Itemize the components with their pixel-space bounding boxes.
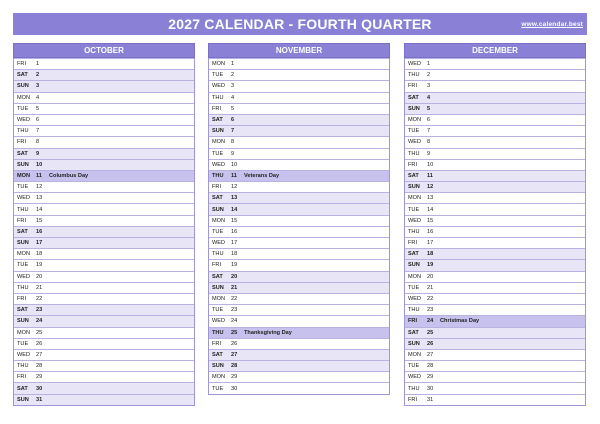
day-of-week: TUE (17, 184, 29, 191)
day-number: 20 (427, 273, 434, 280)
day-number: 29 (427, 374, 434, 381)
day-number: 24 (231, 318, 238, 325)
day-row (14, 136, 194, 147)
day-row (209, 148, 389, 159)
day-of-week: SUN (17, 396, 29, 403)
holiday-row (209, 170, 389, 181)
day-row (14, 69, 194, 80)
day-row (405, 69, 585, 80)
day-of-week: THU (408, 72, 420, 79)
day-number: 5 (231, 105, 235, 112)
day-number: 18 (231, 251, 238, 258)
day-number: 23 (231, 307, 238, 314)
day-of-week: MON (408, 195, 422, 202)
day-of-week: TUE (212, 307, 224, 314)
day-row (405, 259, 585, 270)
day-number: 22 (427, 296, 434, 303)
day-row (209, 304, 389, 315)
day-of-week: TUE (408, 284, 420, 291)
holiday-label: Columbus Day (49, 172, 89, 179)
day-row (209, 159, 389, 170)
day-row (405, 237, 585, 248)
day-number: 12 (427, 184, 434, 191)
day-number: 13 (36, 195, 43, 202)
day-number: 9 (427, 150, 431, 157)
day-of-week: FRI (17, 139, 27, 146)
day-number: 19 (231, 262, 238, 269)
day-row (14, 327, 194, 338)
day-row (14, 226, 194, 237)
day-of-week: WED (212, 240, 226, 247)
day-number: 18 (427, 251, 434, 258)
day-row (405, 203, 585, 214)
day-row (14, 159, 194, 170)
day-number: 3 (36, 83, 40, 90)
day-number: 2 (36, 72, 40, 79)
day-row (14, 338, 194, 349)
day-row (14, 103, 194, 114)
day-row (14, 304, 194, 315)
day-number: 31 (36, 396, 43, 403)
day-of-week: THU (17, 363, 29, 370)
day-row (14, 125, 194, 136)
day-row (209, 293, 389, 304)
day-row (14, 192, 194, 203)
day-of-week: SUN (408, 184, 420, 191)
day-row (209, 58, 389, 69)
day-number: 14 (36, 206, 43, 213)
day-number: 12 (231, 184, 238, 191)
day-list (404, 58, 586, 406)
day-number: 12 (36, 184, 43, 191)
day-of-week: SUN (408, 262, 420, 269)
day-of-week: THU (17, 206, 29, 213)
day-number: 20 (231, 273, 238, 280)
day-number: 4 (36, 94, 40, 101)
day-number: 6 (231, 117, 235, 124)
day-of-week: SUN (17, 240, 29, 247)
day-row (405, 159, 585, 170)
day-number: 21 (36, 284, 43, 291)
day-number: 1 (427, 61, 431, 68)
calendar-title: 2027 CALENDAR - FOURTH QUARTER (168, 16, 432, 32)
day-number: 23 (36, 307, 43, 314)
day-number: 7 (231, 128, 235, 135)
day-number: 19 (427, 262, 434, 269)
day-of-week: TUE (212, 228, 224, 235)
day-number: 31 (427, 396, 434, 403)
day-of-week: WED (212, 318, 226, 325)
day-of-week: SAT (17, 307, 28, 314)
day-row (209, 203, 389, 214)
day-number: 30 (36, 385, 43, 392)
day-of-week: THU (17, 284, 29, 291)
day-list (13, 58, 195, 406)
day-number: 10 (427, 161, 434, 168)
day-of-week: WED (212, 161, 226, 168)
day-number: 8 (36, 139, 40, 146)
day-number: 26 (427, 340, 434, 347)
day-of-week: FRI (212, 184, 222, 191)
day-row (209, 315, 389, 326)
day-of-week: WED (408, 61, 422, 68)
day-row (209, 371, 389, 382)
day-of-week: SAT (212, 117, 223, 124)
day-row (405, 226, 585, 237)
day-number: 16 (231, 228, 238, 235)
day-of-week: THU (408, 385, 420, 392)
day-of-week: SAT (408, 172, 419, 179)
day-number: 16 (36, 228, 43, 235)
day-of-week: MON (17, 329, 31, 336)
day-number: 9 (36, 150, 40, 157)
day-row (405, 282, 585, 293)
day-of-week: FRI (408, 318, 418, 325)
day-row (405, 136, 585, 147)
day-row (209, 259, 389, 270)
day-of-week: SAT (408, 94, 419, 101)
day-list (208, 58, 390, 395)
day-number: 2 (427, 72, 431, 79)
holiday-row (405, 315, 585, 326)
day-number: 22 (36, 296, 43, 303)
day-of-week: MON (17, 251, 31, 258)
day-row (14, 92, 194, 103)
day-number: 16 (427, 228, 434, 235)
day-number: 15 (36, 217, 43, 224)
day-row (209, 338, 389, 349)
day-number: 11 (231, 172, 237, 179)
day-of-week: WED (408, 296, 422, 303)
day-number: 1 (36, 61, 40, 68)
day-row (209, 282, 389, 293)
day-number: 26 (231, 340, 238, 347)
day-number: 13 (427, 195, 434, 202)
day-of-week: SAT (17, 228, 28, 235)
day-number: 25 (36, 329, 43, 336)
day-of-week: THU (408, 150, 420, 157)
day-row (14, 203, 194, 214)
month-october (13, 43, 195, 406)
day-number: 10 (36, 161, 43, 168)
month-header: NOVEMBER (208, 43, 390, 58)
day-of-week: TUE (17, 340, 29, 347)
day-of-week: FRI (408, 83, 418, 90)
calendar-title-bar (13, 13, 587, 35)
day-of-week: SUN (17, 318, 29, 325)
day-row (405, 349, 585, 360)
day-row (14, 293, 194, 304)
day-row (209, 136, 389, 147)
day-row (405, 382, 585, 393)
holiday-row (209, 327, 389, 338)
day-of-week: MON (212, 296, 226, 303)
day-number: 29 (231, 374, 238, 381)
day-of-week: SAT (408, 329, 419, 336)
day-number: 28 (231, 363, 238, 370)
holiday-label: Thanksgiving Day (244, 329, 292, 336)
day-number: 6 (427, 117, 431, 124)
day-number: 25 (427, 329, 434, 336)
day-of-week: MON (17, 94, 31, 101)
day-row (14, 181, 194, 192)
day-row (14, 58, 194, 69)
day-number: 8 (231, 139, 235, 146)
day-number: 17 (36, 240, 43, 247)
day-of-week: FRI (17, 61, 27, 68)
day-row (14, 360, 194, 371)
day-row (405, 271, 585, 282)
day-of-week: WED (408, 139, 422, 146)
month-header: OCTOBER (13, 43, 195, 58)
day-row (14, 215, 194, 226)
day-number: 18 (36, 251, 43, 258)
day-row (405, 181, 585, 192)
day-of-week: MON (212, 374, 226, 381)
month-december (404, 43, 586, 406)
day-of-week: SUN (212, 128, 224, 135)
day-of-week: SAT (17, 72, 28, 79)
day-row (209, 349, 389, 360)
site-link[interactable]: www.calendar.best (521, 21, 583, 28)
day-number: 11 (36, 172, 42, 179)
day-number: 23 (427, 307, 434, 314)
day-row (209, 114, 389, 125)
day-row (405, 103, 585, 114)
day-of-week: TUE (408, 363, 420, 370)
day-row (209, 92, 389, 103)
day-of-week: MON (212, 61, 226, 68)
day-row (405, 80, 585, 91)
day-of-week: TUE (408, 206, 420, 213)
day-row (405, 394, 585, 405)
day-row (209, 360, 389, 371)
day-number: 7 (36, 128, 40, 135)
day-of-week: THU (408, 307, 420, 314)
day-of-week: MON (408, 351, 422, 358)
day-of-week: THU (17, 128, 29, 135)
day-of-week: WED (212, 83, 226, 90)
day-number: 4 (427, 94, 431, 101)
day-row (405, 92, 585, 103)
day-of-week: SAT (212, 273, 223, 280)
day-number: 30 (427, 385, 434, 392)
day-number: 7 (427, 128, 431, 135)
day-row (405, 114, 585, 125)
month-header: DECEMBER (404, 43, 586, 58)
day-row (405, 148, 585, 159)
day-of-week: SUN (212, 206, 224, 213)
day-row (209, 192, 389, 203)
day-number: 27 (36, 351, 43, 358)
day-row (14, 148, 194, 159)
day-number: 3 (231, 83, 235, 90)
day-number: 25 (231, 329, 238, 336)
day-of-week: MON (408, 117, 422, 124)
day-of-week: SAT (17, 385, 28, 392)
day-of-week: WED (408, 217, 422, 224)
day-row (209, 69, 389, 80)
day-of-week: WED (17, 273, 31, 280)
day-row (405, 360, 585, 371)
day-row (209, 125, 389, 136)
day-row (405, 192, 585, 203)
day-number: 11 (427, 172, 433, 179)
day-of-week: MON (408, 273, 422, 280)
day-of-week: TUE (17, 262, 29, 269)
day-number: 24 (427, 318, 434, 325)
day-row (14, 80, 194, 91)
day-of-week: SUN (212, 363, 224, 370)
day-number: 17 (427, 240, 434, 247)
day-row (14, 349, 194, 360)
day-of-week: MON (212, 217, 226, 224)
day-of-week: SAT (17, 150, 28, 157)
day-number: 14 (427, 206, 434, 213)
day-of-week: FRI (212, 340, 222, 347)
day-of-week: SAT (212, 351, 223, 358)
day-of-week: THU (212, 329, 224, 336)
day-row (14, 315, 194, 326)
day-row (14, 259, 194, 270)
day-number: 21 (427, 284, 434, 291)
day-of-week: FRI (408, 240, 418, 247)
day-of-week: SUN (408, 105, 420, 112)
day-number: 28 (36, 363, 43, 370)
day-number: 29 (36, 374, 43, 381)
day-of-week: SUN (408, 340, 420, 347)
day-of-week: TUE (212, 150, 224, 157)
day-row (14, 114, 194, 125)
day-number: 21 (231, 284, 238, 291)
day-row (14, 382, 194, 393)
day-number: 13 (231, 195, 238, 202)
day-of-week: WED (17, 117, 31, 124)
day-number: 24 (36, 318, 43, 325)
day-of-week: WED (408, 374, 422, 381)
day-row (14, 394, 194, 405)
day-row (209, 248, 389, 259)
day-of-week: SUN (17, 83, 29, 90)
day-row (14, 371, 194, 382)
day-of-week: THU (212, 94, 224, 101)
day-of-week: MON (17, 172, 31, 179)
day-of-week: FRI (17, 217, 27, 224)
day-row (209, 226, 389, 237)
day-row (405, 248, 585, 259)
day-of-week: MON (212, 139, 226, 146)
holiday-label: Christmas Day (440, 318, 480, 325)
day-row (405, 170, 585, 181)
day-row (14, 271, 194, 282)
day-number: 27 (427, 351, 434, 358)
day-row (405, 338, 585, 349)
day-of-week: SUN (212, 284, 224, 291)
day-row (405, 215, 585, 226)
day-of-week: THU (212, 172, 224, 179)
day-row (209, 382, 389, 393)
day-number: 8 (427, 139, 431, 146)
day-number: 9 (231, 150, 235, 157)
day-of-week: THU (408, 228, 420, 235)
day-of-week: SAT (408, 251, 419, 258)
day-of-week: SAT (212, 195, 223, 202)
day-row (14, 282, 194, 293)
day-of-week: FRI (212, 105, 222, 112)
day-of-week: TUE (17, 105, 29, 112)
day-number: 4 (231, 94, 235, 101)
day-number: 27 (231, 351, 238, 358)
month-november (208, 43, 390, 395)
day-row (405, 327, 585, 338)
day-of-week: FRI (408, 396, 418, 403)
holiday-row (14, 170, 194, 181)
day-of-week: FRI (212, 262, 222, 269)
day-number: 22 (231, 296, 238, 303)
day-row (209, 181, 389, 192)
day-number: 28 (427, 363, 434, 370)
day-number: 19 (36, 262, 43, 269)
day-row (14, 237, 194, 248)
day-row (405, 125, 585, 136)
day-number: 1 (231, 61, 235, 68)
day-of-week: WED (17, 351, 31, 358)
holiday-label: Veterans Day (244, 172, 280, 179)
day-row (405, 58, 585, 69)
day-row (405, 371, 585, 382)
day-number: 26 (36, 340, 43, 347)
day-number: 5 (427, 105, 431, 112)
day-number: 15 (427, 217, 434, 224)
day-of-week: FRI (17, 374, 27, 381)
day-row (209, 237, 389, 248)
day-of-week: TUE (212, 385, 224, 392)
day-of-week: FRI (17, 296, 27, 303)
day-row (209, 271, 389, 282)
day-of-week: SUN (17, 161, 29, 168)
day-of-week: TUE (408, 128, 420, 135)
day-number: 10 (231, 161, 238, 168)
day-number: 20 (36, 273, 43, 280)
day-of-week: WED (17, 195, 31, 202)
day-of-week: TUE (212, 72, 224, 79)
day-row (405, 293, 585, 304)
day-number: 14 (231, 206, 238, 213)
day-row (209, 103, 389, 114)
day-number: 3 (427, 83, 431, 90)
day-row (209, 215, 389, 226)
day-number: 15 (231, 217, 238, 224)
day-row (209, 80, 389, 91)
day-number: 30 (231, 385, 238, 392)
day-row (14, 248, 194, 259)
day-number: 6 (36, 117, 40, 124)
day-number: 2 (231, 72, 235, 79)
day-number: 17 (231, 240, 238, 247)
day-of-week: THU (212, 251, 224, 258)
day-row (405, 304, 585, 315)
day-of-week: FRI (408, 161, 418, 168)
day-number: 5 (36, 105, 40, 112)
